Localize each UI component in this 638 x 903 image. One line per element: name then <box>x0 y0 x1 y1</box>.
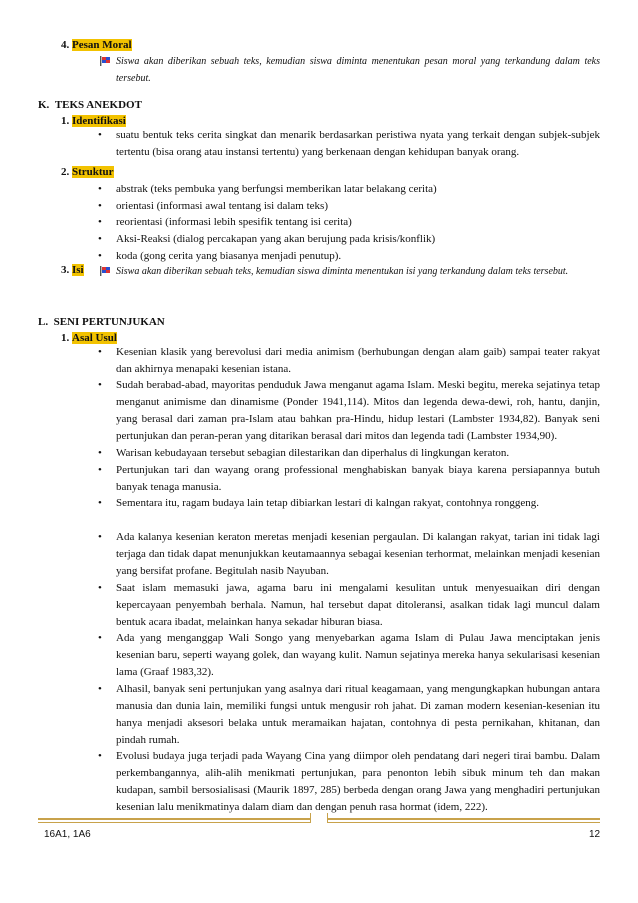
bullet-icon: • <box>98 531 102 543</box>
section-heading-teks-anekdot <box>38 99 142 112</box>
bullet-icon: • <box>98 497 102 509</box>
bullet-icon: • <box>98 683 102 695</box>
list-item: Kesenian klasik yang berevolusi dari media animism (berhubungan dengan alam gaib) sampai teater rakyat dan akhirnya menapaki kesenian istana. <box>116 346 600 375</box>
heading-number: 2. <box>61 166 70 178</box>
list-item: Sementara itu, ragam budaya lain tetap dibiarkan lestari di kalngan rakyat, contohnya ronggeng. <box>116 497 540 509</box>
heading-isi <box>61 264 84 277</box>
heading-number: 4. <box>61 39 70 51</box>
bullet-icon: • <box>98 447 102 459</box>
heading-title: Struktur <box>72 166 114 178</box>
footer-ornament <box>310 813 328 823</box>
list-item: orientasi (informasi awal tentang isi dalam teks) <box>116 200 328 212</box>
list-item: reorientasi (informasi lebih spesifik tentang isi cerita) <box>116 216 352 228</box>
bullet-icon: • <box>98 632 102 644</box>
heading-number: 1. <box>61 332 70 344</box>
list-item: Warisan kebudayaan tersebut sebagian dilestarikan dan diperhalus di lingkungan keraton. <box>116 447 510 459</box>
bullet-icon: • <box>98 379 102 391</box>
bullet-icon: • <box>98 346 102 358</box>
bullet-icon: • <box>98 250 102 262</box>
heading-title: Identifikasi <box>72 115 126 127</box>
heading-title: Isi <box>72 264 84 276</box>
list-item: koda (gong cerita yang biasanya menjadi penutup). <box>116 250 342 262</box>
paragraph-pesan-moral: Siswa akan diberikan sebuah teks, kemudian siswa diminta menentukan pesan moral yang terkandung dalam teks tersebut. <box>116 56 600 84</box>
bullet-icon: • <box>98 129 102 141</box>
list-item: Alhasil, banyak seni pertunjukan yang asalnya dari ritual keagamaan, yang mengungkapkan hubungan antara manusia dan dunia lain, memiliki fungsi untuk mengusir roh jahat. Di zaman modern kesenian-kesenian itu hanya menjadi aksesori belaka untuk meramaikan hajatan, contohnya di pesta pernikahan, khitanan, dan pindah rumah. <box>116 683 600 746</box>
heading-asal-usul <box>61 332 117 345</box>
section-title: TEKS ANEKDOT <box>54 99 142 111</box>
list-item: Saat islam memasuki jawa, agama baru ini mengalami kesulitan untuk menyesuaikan diri dengan kepercayaan penyembah berhala. Namun, hal tersebut dapat ditoleransi, asalkan tidak lagi muncul dalam bentuk acara ibadat, melainkan hanya sekadar hiburan biasa. <box>116 582 600 628</box>
bullet-icon: • <box>98 582 102 594</box>
list-item: Ada kalanya kesenian keraton meretas menjadi kesenian pergaulan. Di kalangan rakyat, tarian ini tidak lagi terjaga dan tidak dapat menunjukkan keutamaannya sebagai kesenian terhormat, melainkan menjadi kesenian yang bersifat profane. Begitulah nasib Nayuban. <box>116 531 600 577</box>
heading-pesan-moral <box>61 39 132 52</box>
list-item: Pertunjukan tari dan wayang orang professional menghabiskan banyak biaya karena persiapannya butuh banyak tenaga manusia. <box>116 464 600 493</box>
bullet-icon: • <box>98 233 102 245</box>
heading-title: Pesan Moral <box>72 39 132 51</box>
section-letter: K. <box>38 99 50 111</box>
heading-number: 1. <box>61 115 70 127</box>
list-item: Ada yang menganggap Wali Songo yang menyebarkan agama Islam di Pulau Jawa menciptakan jenis kesenian baru, seperti wayang golek, dan wayang kulit. Namun sejatinya mereka hanya sekularisasi kesenian lama (Graaf 1983,32). <box>116 632 600 678</box>
bullet-icon: • <box>98 183 102 195</box>
heading-title: Asal Usul <box>72 332 117 344</box>
section-heading-seni-pertunjukan <box>38 316 165 329</box>
bullet-icon: • <box>98 464 102 476</box>
heading-struktur <box>61 166 114 179</box>
bullet-icon: • <box>98 216 102 228</box>
heading-number: 3. <box>61 264 70 276</box>
page-number: 12 <box>589 829 601 840</box>
paragraph-isi: Siswa akan diberikan sebuah teks, kemudian siswa diminta menentukan isi yang terkandung dalam teks tersebut. <box>116 266 569 277</box>
flag-icon <box>100 56 111 66</box>
paragraph-identifikasi: suatu bentuk teks cerita singkat dan menarik berdasarkan peristiwa nyata yang terkait dengan subjek-subjek tertentu (bisa orang atau instansi tertentu) yang berkenaan dengan kehidupan banyak orang. <box>116 129 600 158</box>
bullet-icon: • <box>98 750 102 762</box>
section-title: SENI PERTUNJUKAN <box>53 316 165 328</box>
list-item: Sudah berabad-abad, mayoritas penduduk Jawa menganut agama Islam. Meski begitu, mereka sejatinya tetap menganut animisme dan dinamisme (Ponder 1941,114). Mitos dan legenda dewa-dewi, roh, hantu, danjin, yang berasal dari zaman pra-Islam atau bahkan pra-Hindu, hidup lestari (Lambster 1934,82). Banyak seni pertunjukan dan peran-peran yang ditarikan berasal dari mitos dan legenda tadi (Lambster 1934,90). <box>116 379 600 442</box>
list-item: abstrak (teks pembuka yang berfungsi memberikan latar belakang cerita) <box>116 183 437 195</box>
bullet-icon: • <box>98 200 102 212</box>
flag-icon <box>100 266 111 276</box>
footer-code: 16A1, 1A6 <box>44 829 91 840</box>
section-letter: L. <box>38 316 49 328</box>
list-item: Evolusi budaya juga terjadi pada Wayang Cina yang diimpor oleh pendatang dari negeri tirai bambu. Dalam perkembangannya, alih-alih menikmati pertunjukan, para penonton lebih sibuk minum teh dan makan kudapan, sambil bersosialisasi (Maurik 1897, 285) berbeda dengan orang Jawa yang menghadiri pertunjukan kesenian lalu menikmatinya dalam diam dan dengan penuh rasa hormat (idem, 222). <box>116 750 600 813</box>
list-item: Aksi-Reaksi (dialog percakapan yang akan berujung pada krisis/konflik) <box>116 233 436 245</box>
